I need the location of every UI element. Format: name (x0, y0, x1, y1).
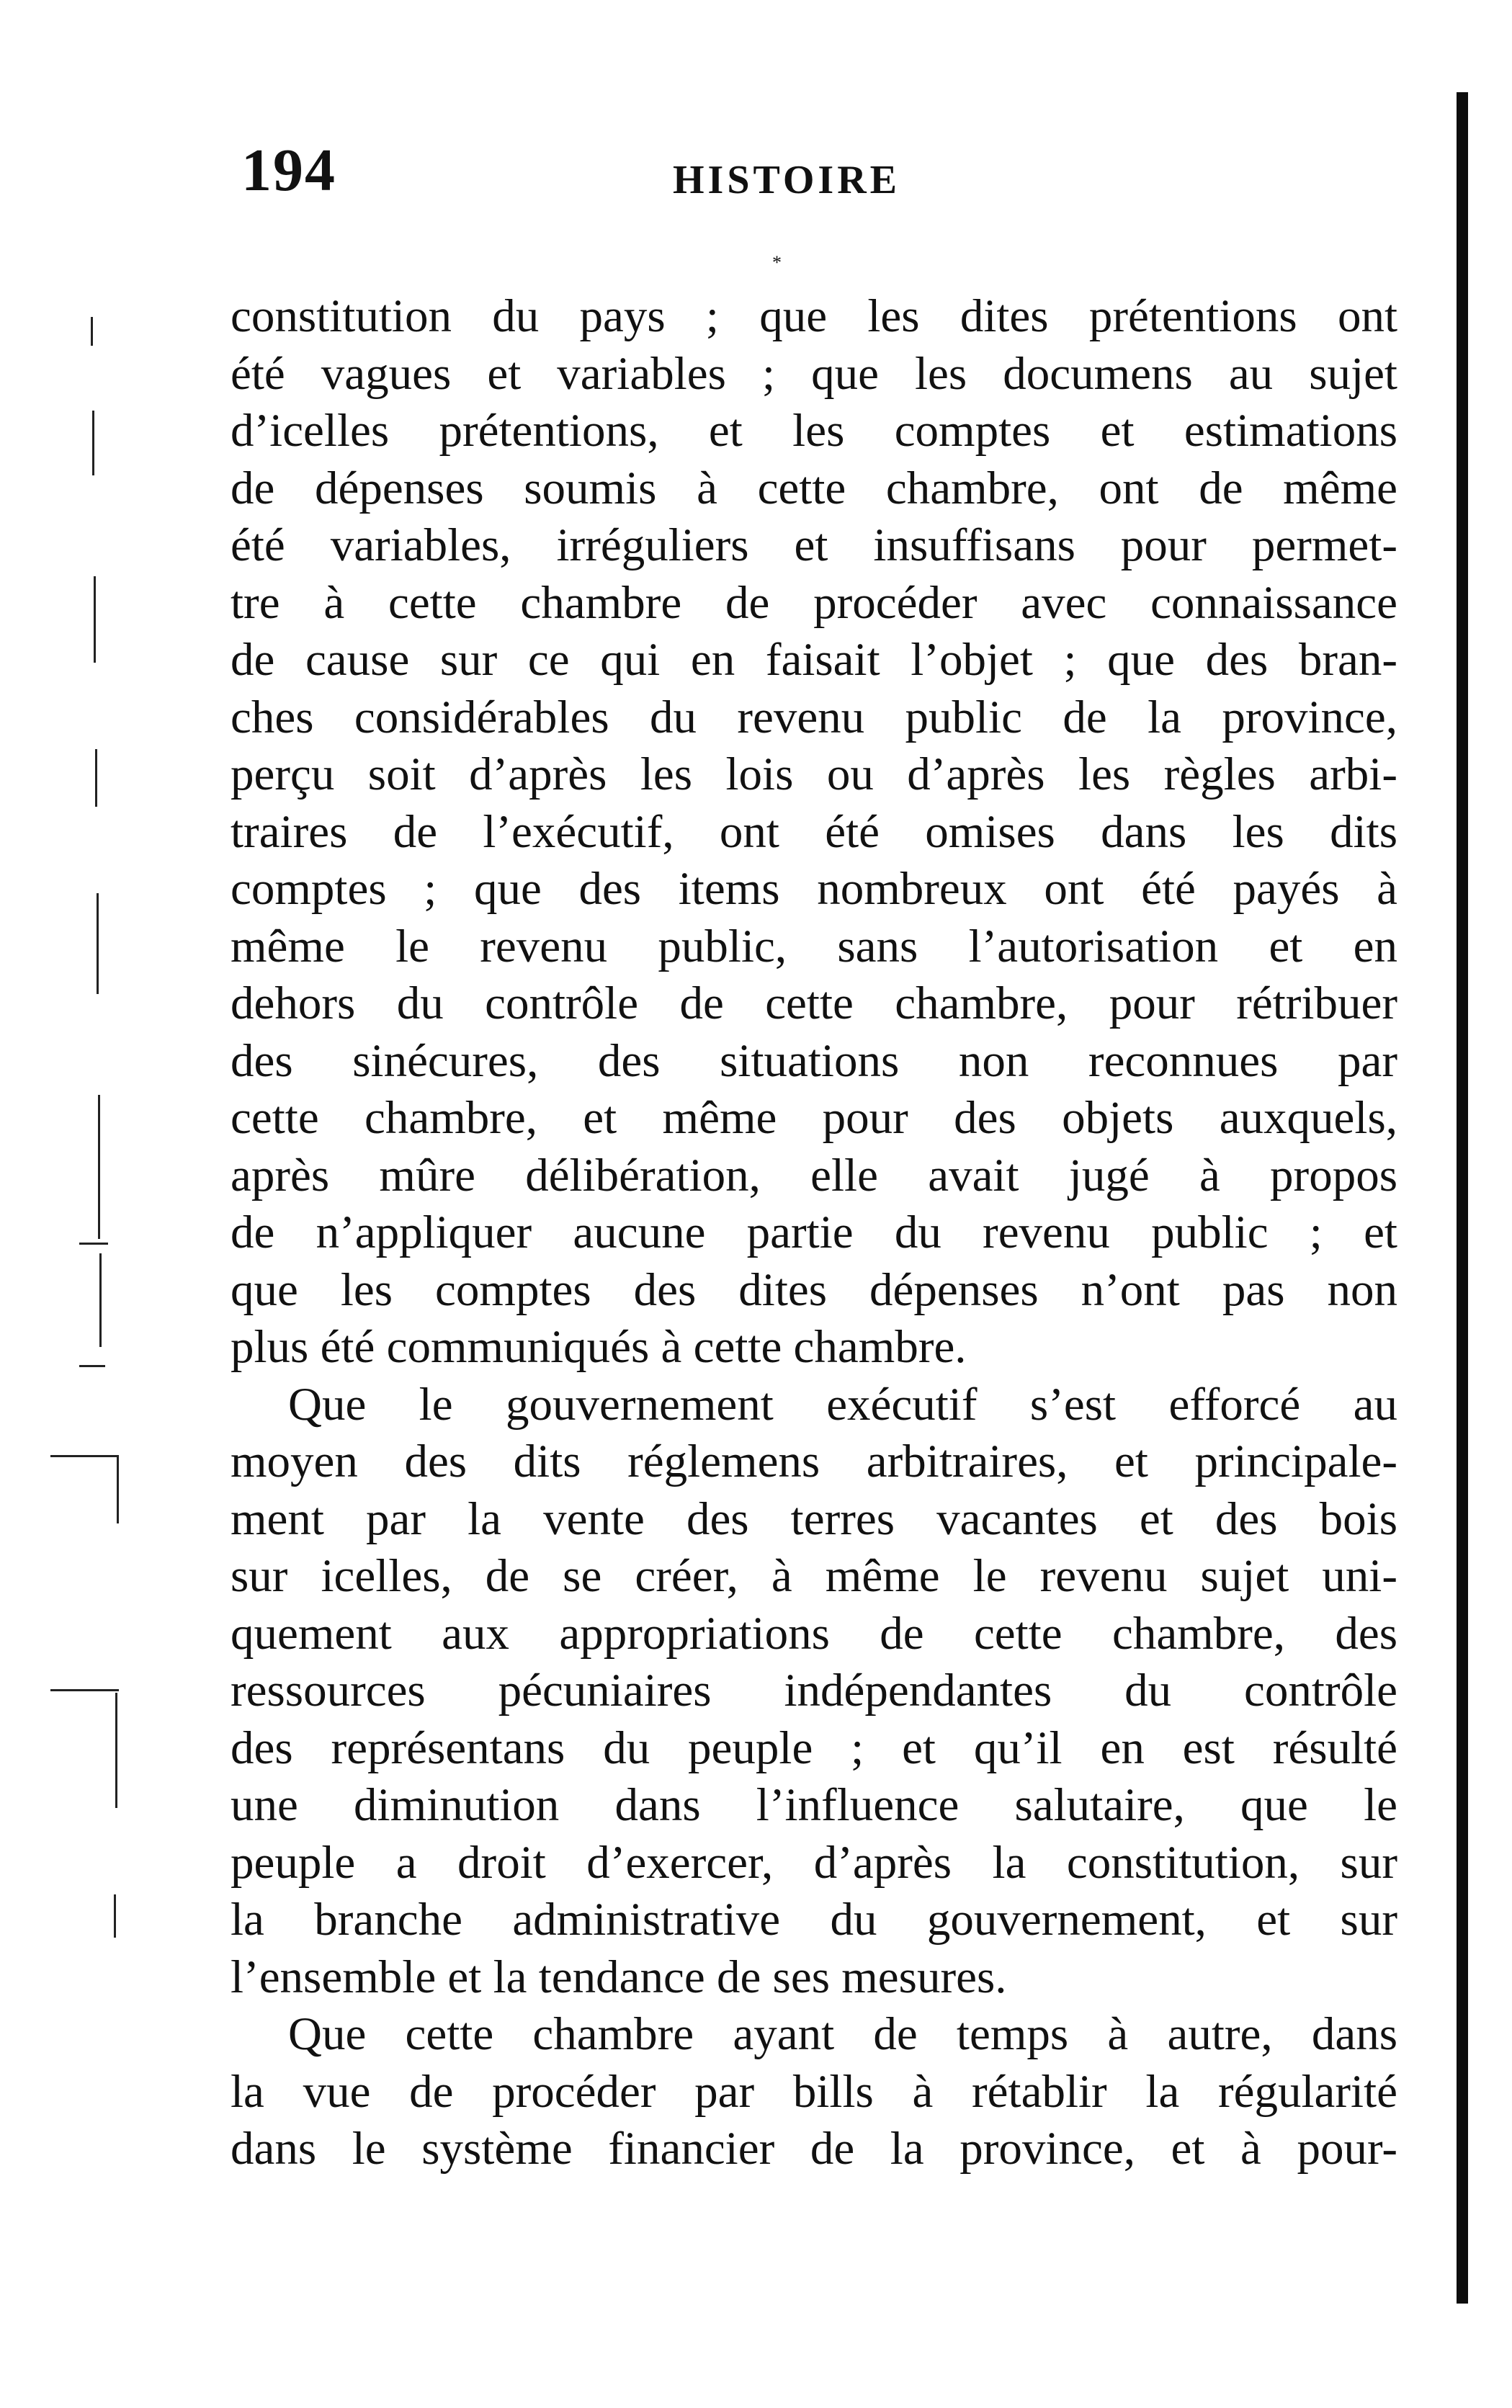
running-head (0, 160, 1512, 200)
binding-margin-marks (29, 303, 115, 2391)
text-line: même le revenu public, sans l’autorisation et en (231, 920, 1397, 972)
margin-mark (50, 1689, 119, 1691)
text-line: moyen des dits réglemens arbitraires, et principale- (231, 1436, 1397, 1487)
margin-mark (50, 1455, 119, 1457)
text-line: perçu soit d’après les lois ou d’après les règles arbi- (231, 748, 1397, 800)
page-edge-rule (1457, 92, 1468, 2304)
body-text (231, 288, 1397, 2178)
text-line: quement aux appropriations de cette chambre, des (231, 1607, 1397, 1660)
text-line: comptes ; que des items nombreux ont été payés à (231, 863, 1397, 915)
text-line: ment par la vente des terres vacantes et des bois (231, 1492, 1397, 1545)
margin-mark (79, 1365, 105, 1367)
text-line: traires de l’exécutif, ont été omises dans les dits (231, 805, 1397, 858)
text-line: dehors du contrôle de cette chambre, pour rétribuer (231, 977, 1397, 1029)
text-line: des représentans du peuple ; et qu’il en est résulté (231, 1722, 1397, 1774)
margin-mark (92, 411, 94, 475)
text-line: des sinécures, des situations non reconnues par (231, 1034, 1397, 1087)
text-line: Que cette chambre ayant de temps à autre, dans (288, 2008, 1397, 2060)
ornament: * (772, 252, 782, 273)
text-line: de n’appliquer aucune partie du revenu public ; et (231, 1207, 1397, 1258)
text-line: une diminution dans l’influence salutaire, que le (231, 1779, 1397, 1831)
text-line: après mûre délibération, elle avait jugé à propos (231, 1149, 1397, 1201)
text-line: été variables, irréguliers et insuffisans pour permet- (231, 519, 1397, 571)
margin-mark (95, 749, 97, 807)
margin-mark (99, 1253, 102, 1347)
text-line: été vagues et variables ; que les documens au sujet (231, 347, 1397, 400)
text-line: sur icelles, de se créer, à même le revenu sujet uni- (231, 1550, 1397, 1602)
text-line: que les comptes des dites dépenses n’ont pas non (231, 1263, 1397, 1316)
text-line: constitution du pays ; que les dites prétentions ont (231, 290, 1397, 342)
paragraph-2 (231, 1377, 1397, 2007)
paragraph-3 (231, 2006, 1397, 2178)
margin-mark (114, 1894, 116, 1938)
text-line: la branche administrative du gouvernement, et sur (231, 1894, 1397, 1946)
text-line: ches considérables du revenu public de la province, (231, 691, 1397, 743)
margin-mark (98, 1095, 100, 1239)
text-line: ressources pécuniaires indépendantes du contrôle (231, 1665, 1397, 1717)
text-line: de dépenses soumis à cette chambre, ont de même (231, 462, 1397, 514)
page-number: 194 (241, 137, 336, 204)
text-line: peuple a droit d’exercer, d’après la constitution, sur (231, 1836, 1397, 1889)
margin-mark (97, 893, 99, 994)
paragraph-1 (231, 288, 1397, 1377)
text-line: d’icelles prétentions, et les comptes et estimations (231, 405, 1397, 457)
text-line: de cause sur ce qui en faisait l’objet ; que des bran- (231, 634, 1397, 686)
running-title: HISTOIRE (673, 158, 900, 202)
text-line: cette chambre, et même pour des objets auxquels, (231, 1092, 1397, 1144)
margin-mark (79, 1243, 108, 1245)
text-line: l’ensemble et la tendance de ses mesures. (231, 1951, 1007, 2003)
text-line: plus été communiqués à cette chambre. (231, 1321, 967, 1373)
text-line: dans le système financier de la province, et à pour- (231, 2123, 1397, 2175)
text-line: tre à cette chambre de procéder avec connaissance (231, 576, 1397, 629)
margin-mark (91, 317, 93, 346)
margin-mark (117, 1455, 119, 1523)
text-line: Que le gouvernement exécutif s’est efforcé au (288, 1378, 1397, 1431)
text-line: la vue de procéder par bills à rétablir la régularité (231, 2065, 1397, 2118)
margin-mark (115, 1693, 117, 1808)
margin-mark (94, 576, 96, 663)
